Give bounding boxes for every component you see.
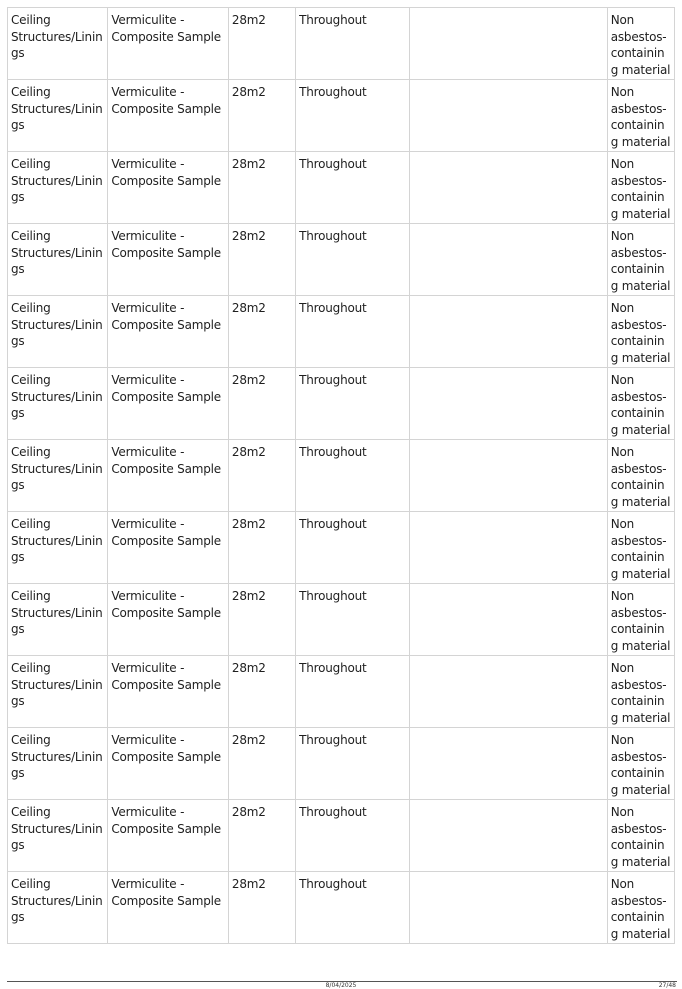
extent-cell: 28m2 [228, 656, 295, 728]
extent-cell: 28m2 [228, 8, 295, 80]
table-row [8, 872, 675, 944]
table-row [8, 224, 675, 296]
comments-cell [410, 224, 607, 296]
material-cell: Ceiling Structures/Linings [8, 368, 108, 440]
extent-cell: 28m2 [228, 800, 295, 872]
location-cell: Throughout [296, 368, 410, 440]
location-cell: Throughout [296, 800, 410, 872]
extent-cell: 28m2 [228, 872, 295, 944]
result-cell: Non asbestos-containing material [607, 728, 674, 800]
material-cell: Ceiling Structures/Linings [8, 152, 108, 224]
result-cell: Non asbestos-containing material [607, 440, 674, 512]
comments-cell [410, 368, 607, 440]
sample-description-cell: Vermiculite - Composite Sample [108, 584, 229, 656]
sample-description-cell: Vermiculite - Composite Sample [108, 8, 229, 80]
comments-cell [410, 512, 607, 584]
extent-cell: 28m2 [228, 152, 295, 224]
material-cell: Ceiling Structures/Linings [8, 512, 108, 584]
sample-description-cell: Vermiculite - Composite Sample [108, 872, 229, 944]
location-cell: Throughout [296, 584, 410, 656]
extent-cell: 28m2 [228, 80, 295, 152]
extent-cell: 28m2 [228, 584, 295, 656]
comments-cell [410, 8, 607, 80]
comments-cell [410, 80, 607, 152]
result-cell: Non asbestos-containing material [607, 872, 674, 944]
extent-cell: 28m2 [228, 440, 295, 512]
result-cell: Non asbestos-containing material [607, 584, 674, 656]
extent-cell: 28m2 [228, 296, 295, 368]
table-row [8, 8, 675, 80]
comments-cell [410, 872, 607, 944]
table-row [8, 656, 675, 728]
material-cell: Ceiling Structures/Linings [8, 80, 108, 152]
material-cell: Ceiling Structures/Linings [8, 584, 108, 656]
asbestos-register-table [7, 7, 675, 944]
result-cell: Non asbestos-containing material [607, 656, 674, 728]
comments-cell [410, 656, 607, 728]
result-cell: Non asbestos-containing material [607, 296, 674, 368]
comments-cell [410, 800, 607, 872]
material-cell: Ceiling Structures/Linings [8, 872, 108, 944]
table-row [8, 152, 675, 224]
result-cell: Non asbestos-containing material [607, 8, 674, 80]
comments-cell [410, 296, 607, 368]
location-cell: Throughout [296, 296, 410, 368]
result-cell: Non asbestos-containing material [607, 368, 674, 440]
material-cell: Ceiling Structures/Linings [8, 296, 108, 368]
footer-page-number: 27/48 [658, 982, 676, 989]
result-cell: Non asbestos-containing material [607, 152, 674, 224]
material-cell: Ceiling Structures/Linings [8, 440, 108, 512]
extent-cell: 28m2 [228, 512, 295, 584]
comments-cell [410, 152, 607, 224]
table-row [8, 728, 675, 800]
sample-description-cell: Vermiculite - Composite Sample [108, 656, 229, 728]
table-row [8, 368, 675, 440]
location-cell: Throughout [296, 152, 410, 224]
result-cell: Non asbestos-containing material [607, 512, 674, 584]
sample-description-cell: Vermiculite - Composite Sample [108, 728, 229, 800]
material-cell: Ceiling Structures/Linings [8, 8, 108, 80]
material-cell: Ceiling Structures/Linings [8, 656, 108, 728]
register-table-body [8, 8, 675, 944]
location-cell: Throughout [296, 80, 410, 152]
extent-cell: 28m2 [228, 728, 295, 800]
table-row [8, 440, 675, 512]
sample-description-cell: Vermiculite - Composite Sample [108, 440, 229, 512]
material-cell: Ceiling Structures/Linings [8, 800, 108, 872]
material-cell: Ceiling Structures/Linings [8, 728, 108, 800]
location-cell: Throughout [296, 728, 410, 800]
location-cell: Throughout [296, 8, 410, 80]
footer-date: 8/04/2025 [325, 982, 357, 989]
comments-cell [410, 584, 607, 656]
extent-cell: 28m2 [228, 224, 295, 296]
comments-cell [410, 440, 607, 512]
location-cell: Throughout [296, 872, 410, 944]
extent-cell: 28m2 [228, 368, 295, 440]
table-row [8, 512, 675, 584]
sample-description-cell: Vermiculite - Composite Sample [108, 80, 229, 152]
comments-cell [410, 728, 607, 800]
result-cell: Non asbestos-containing material [607, 224, 674, 296]
table-row [8, 296, 675, 368]
result-cell: Non asbestos-containing material [607, 800, 674, 872]
sample-description-cell: Vermiculite - Composite Sample [108, 368, 229, 440]
table-row [8, 584, 675, 656]
sample-description-cell: Vermiculite - Composite Sample [108, 512, 229, 584]
sample-description-cell: Vermiculite - Composite Sample [108, 800, 229, 872]
location-cell: Throughout [296, 656, 410, 728]
location-cell: Throughout [296, 440, 410, 512]
sample-description-cell: Vermiculite - Composite Sample [108, 152, 229, 224]
table-row [8, 80, 675, 152]
location-cell: Throughout [296, 512, 410, 584]
table-row [8, 800, 675, 872]
material-cell: Ceiling Structures/Linings [8, 224, 108, 296]
result-cell: Non asbestos-containing material [607, 80, 674, 152]
location-cell: Throughout [296, 224, 410, 296]
sample-description-cell: Vermiculite - Composite Sample [108, 296, 229, 368]
sample-description-cell: Vermiculite - Composite Sample [108, 224, 229, 296]
